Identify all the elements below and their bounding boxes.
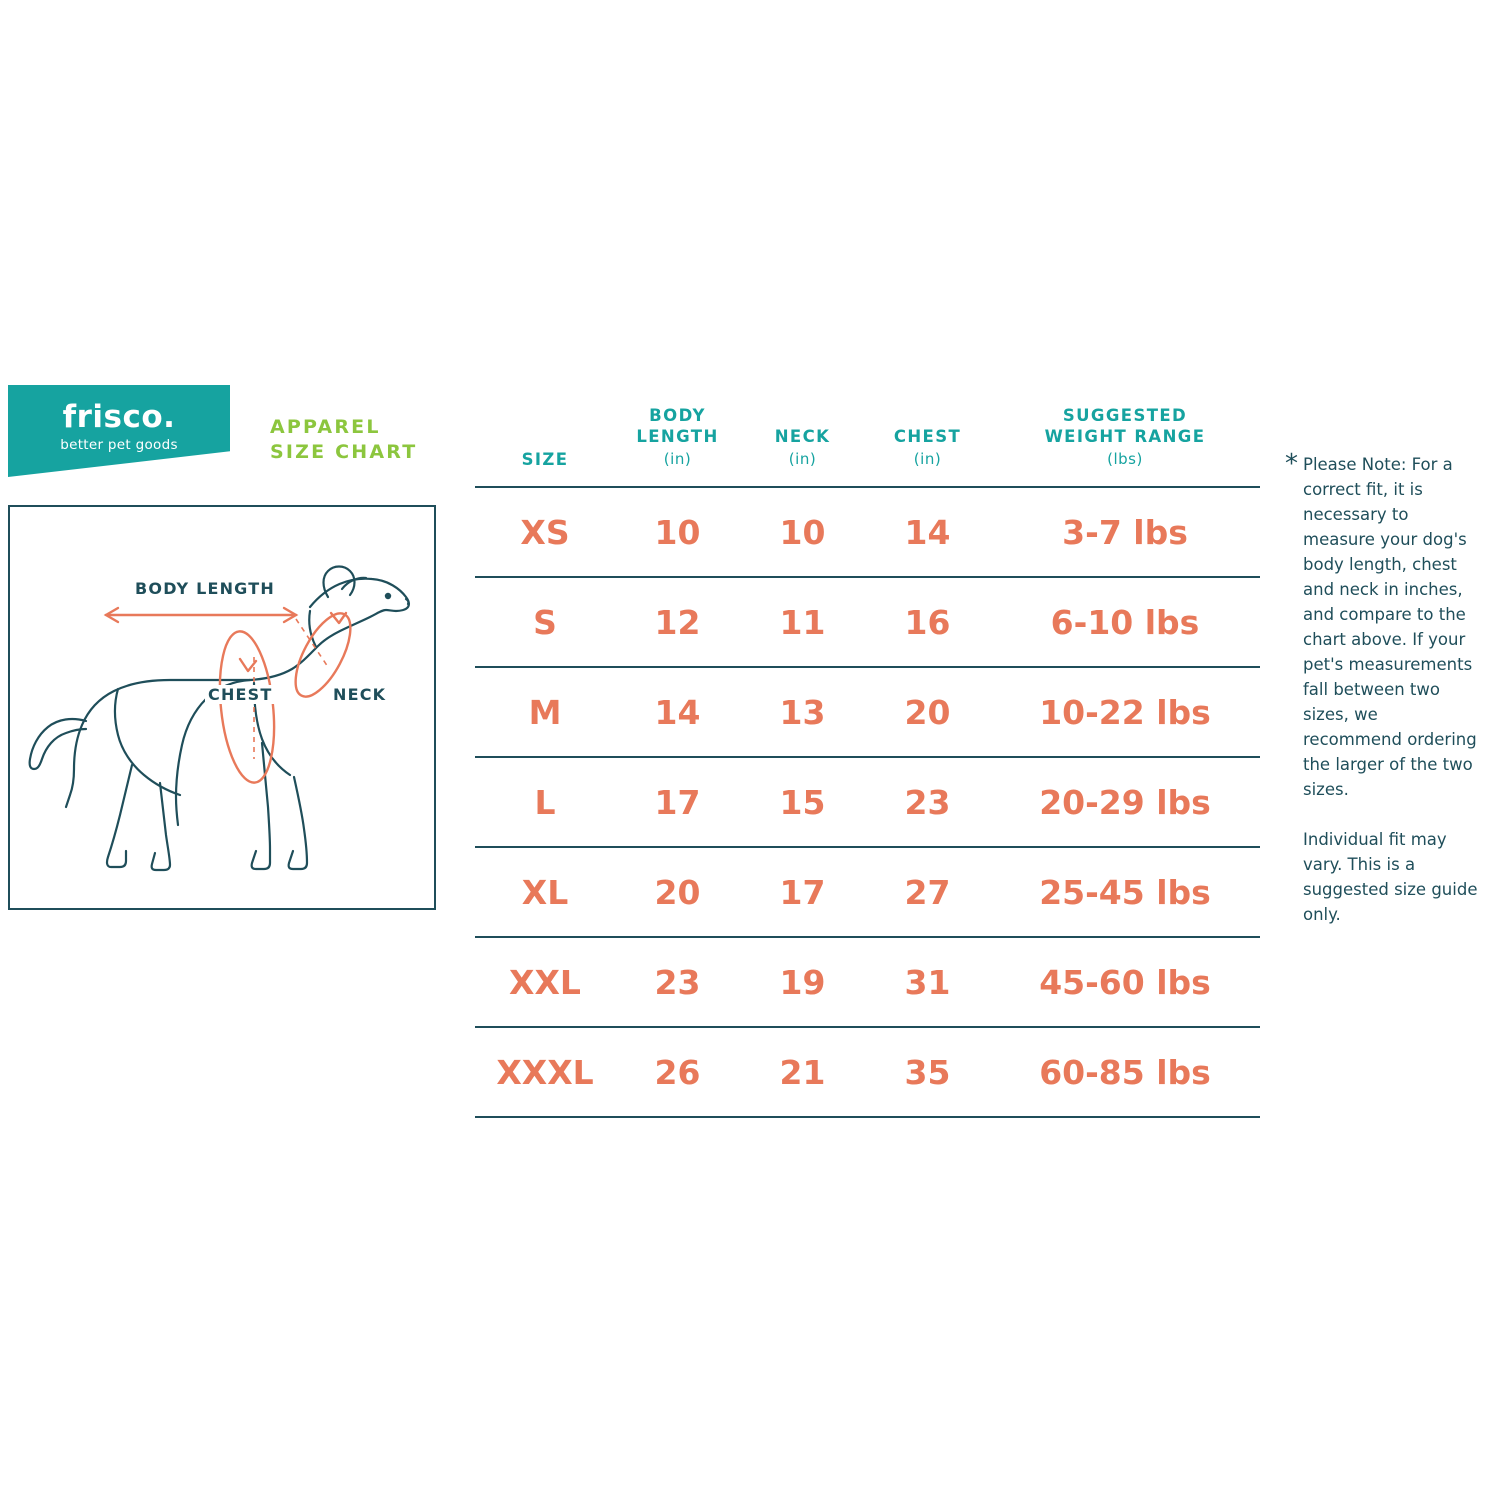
column-header-weight: SUGGESTED WEIGHT RANGE (lbs) (990, 405, 1260, 487)
cell-size: S (475, 577, 615, 667)
column-header-chest: CHEST (in) (865, 405, 990, 487)
asterisk-icon: * (1285, 449, 1298, 479)
table-row (475, 1027, 1260, 1117)
cell-chest: 20 (865, 667, 990, 757)
dog-measurement-diagram (8, 505, 436, 910)
table-row (475, 577, 1260, 667)
neck-label: NECK (330, 685, 389, 704)
cell-body-length: 26 (615, 1027, 740, 1117)
logo-brand-name: frisco. (62, 399, 176, 435)
page-title-line1: APPAREL (270, 416, 381, 438)
cell-size: XXL (475, 937, 615, 1027)
table-row (475, 667, 1260, 757)
cell-weight: 60-85 lbs (990, 1027, 1260, 1117)
please-note-block (1285, 449, 1480, 927)
cell-neck: 15 (740, 757, 865, 847)
unit-body-length: (in) (663, 450, 692, 468)
cell-size: M (475, 667, 615, 757)
table-row (475, 757, 1260, 847)
cell-body-length: 12 (615, 577, 740, 667)
logo-tagline: better pet goods (60, 437, 178, 453)
cell-body-length: 17 (615, 757, 740, 847)
cell-size: L (475, 757, 615, 847)
cell-chest: 35 (865, 1027, 990, 1117)
dog-illustration-svg (10, 507, 434, 908)
cell-neck: 17 (740, 847, 865, 937)
table-header-row (475, 405, 1260, 487)
frisco-logo (8, 385, 230, 477)
cell-neck: 13 (740, 667, 865, 757)
cell-chest: 31 (865, 937, 990, 1027)
cell-size: XS (475, 487, 615, 577)
cell-body-length: 23 (615, 937, 740, 1027)
note-paragraph-2: Individual fit may vary. This is a suggested size guide only. (1303, 830, 1478, 924)
column-header-body-length: BODY LENGTH (in) (615, 405, 740, 487)
chest-label: CHEST (205, 685, 276, 704)
unit-chest: (in) (913, 450, 942, 468)
cell-weight: 45-60 lbs (990, 937, 1260, 1027)
cell-body-length: 10 (615, 487, 740, 577)
body-length-label: BODY LENGTH (135, 579, 275, 598)
cell-size: XL (475, 847, 615, 937)
size-chart-table (475, 405, 1260, 1118)
column-header-neck: NECK (in) (740, 405, 865, 487)
cell-weight: 20-29 lbs (990, 757, 1260, 847)
cell-neck: 10 (740, 487, 865, 577)
cell-weight: 6-10 lbs (990, 577, 1260, 667)
cell-neck: 21 (740, 1027, 865, 1117)
unit-weight: (lbs) (1107, 450, 1143, 468)
cell-size: XXXL (475, 1027, 615, 1117)
cell-body-length: 20 (615, 847, 740, 937)
cell-body-length: 14 (615, 667, 740, 757)
table-row (475, 487, 1260, 577)
cell-chest: 14 (865, 487, 990, 577)
page-title (270, 415, 490, 465)
cell-weight: 25-45 lbs (990, 847, 1260, 937)
cell-chest: 27 (865, 847, 990, 937)
size-chart-table-wrapper (475, 405, 1260, 1118)
cell-chest: 23 (865, 757, 990, 847)
note-paragraph-1: Please Note: For a correct fit, it is necessary to measure your dog's body length, chest and neck in inches, and compare to the chart above. If your pet's measurements fall between two sizes, we recommend ordering the larger of the two sizes. (1303, 455, 1477, 799)
cell-weight: 3-7 lbs (990, 487, 1260, 577)
table-row (475, 847, 1260, 937)
cell-weight: 10-22 lbs (990, 667, 1260, 757)
page-title-line2: SIZE CHART (270, 441, 418, 463)
cell-neck: 11 (740, 577, 865, 667)
cell-chest: 16 (865, 577, 990, 667)
cell-neck: 19 (740, 937, 865, 1027)
unit-neck: (in) (788, 450, 817, 468)
column-header-size: SIZE (521, 450, 569, 469)
table-row (475, 937, 1260, 1027)
